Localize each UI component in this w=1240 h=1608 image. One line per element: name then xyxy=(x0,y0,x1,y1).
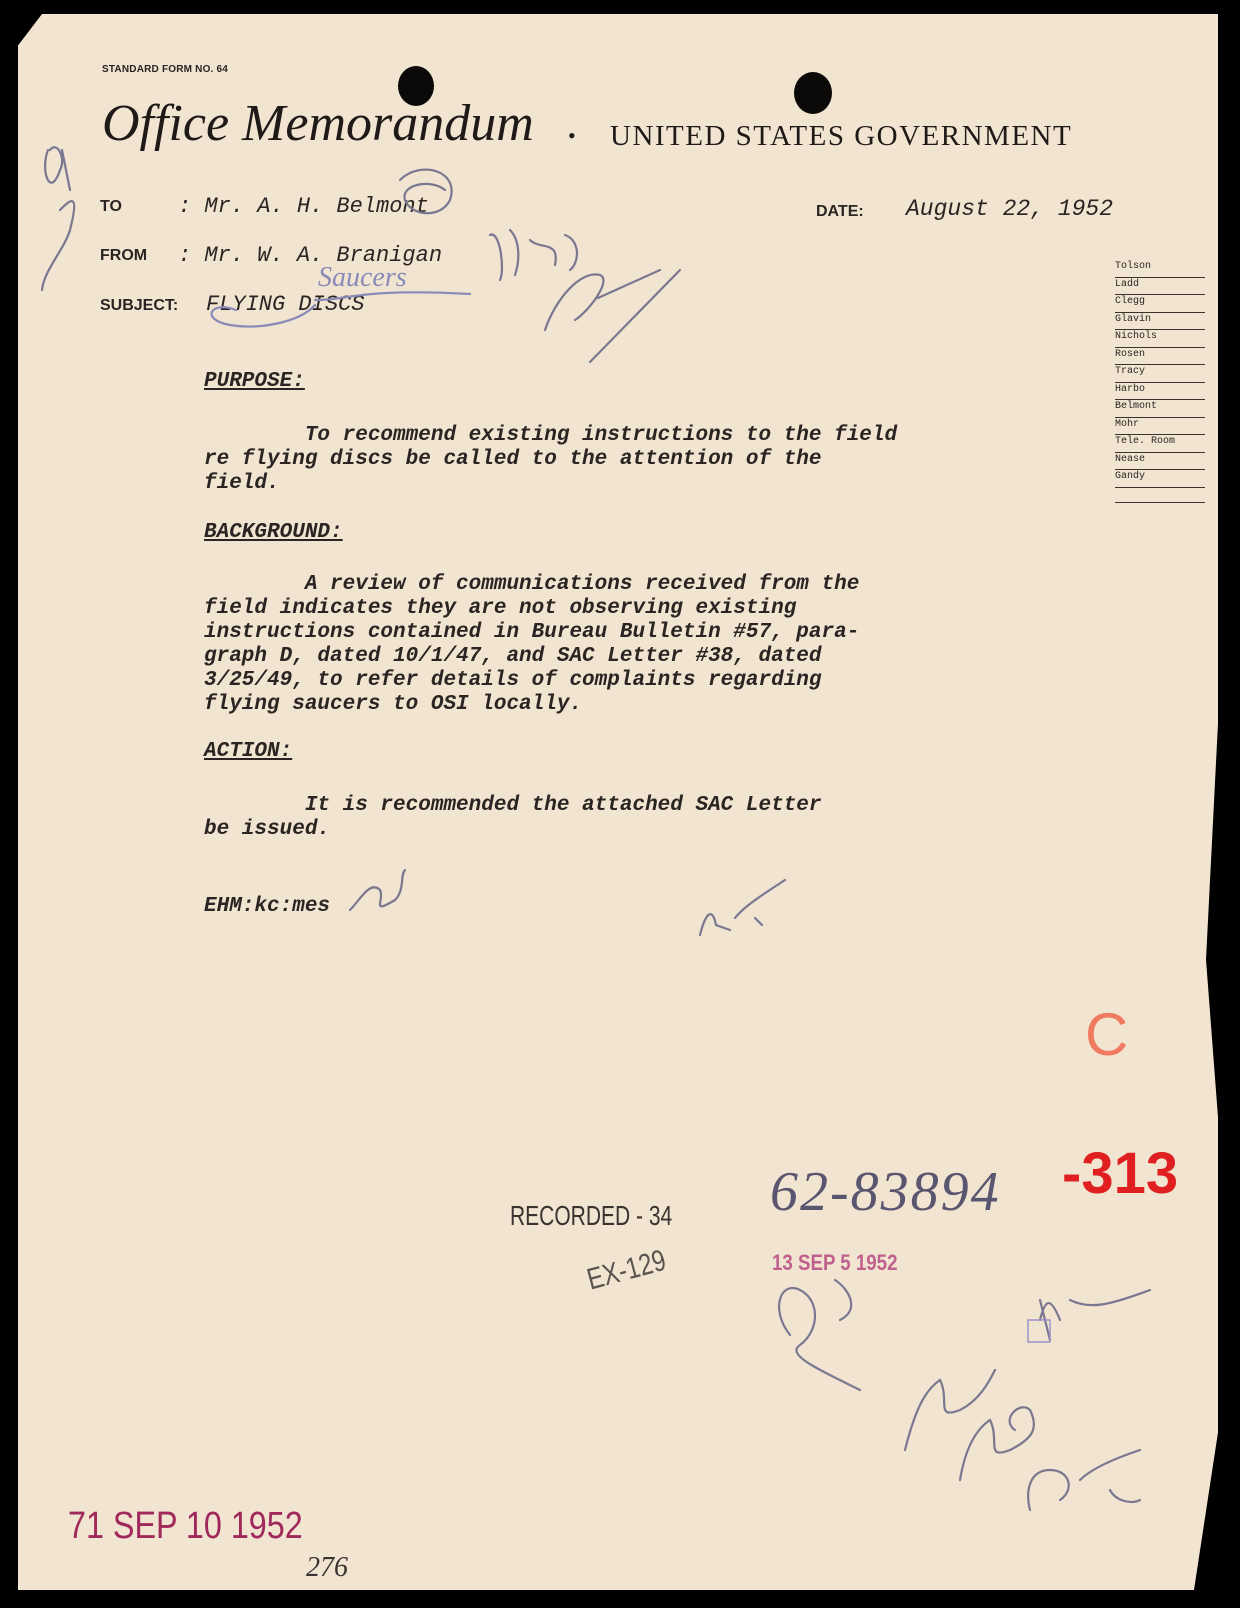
routing-name: Gandy xyxy=(1115,470,1205,488)
routing-name: Belmont xyxy=(1115,400,1205,418)
routing-name: Tolson xyxy=(1115,260,1205,278)
background-heading: BACKGROUND: xyxy=(204,521,343,544)
memo-title: Office Memorandum xyxy=(102,95,534,152)
to-value: : Mr. A. H. Belmont xyxy=(178,194,429,219)
routing-name: Nichols xyxy=(1115,330,1205,348)
routing-name: Nease xyxy=(1115,453,1205,471)
handwritten-saucers: Saucers xyxy=(318,262,407,293)
action-text: It is recommended the attached SAC Letter be issued. xyxy=(204,794,822,841)
file-number: 62-83894 xyxy=(770,1161,1001,1223)
form-number: STANDARD FORM NO. 64 xyxy=(102,64,229,75)
recorded-stamp: RECORDED - 34 xyxy=(510,1200,673,1231)
from-label: FROM xyxy=(100,247,148,264)
title-separator: • xyxy=(568,123,576,148)
handwritten-red-c: C xyxy=(1085,1001,1129,1068)
indexed-date-stamp: 13 SEP 5 1952 xyxy=(772,1250,898,1275)
subject-label: SUBJECT: xyxy=(100,297,179,314)
date-label: DATE: xyxy=(816,203,864,220)
ex-stamp: EX-129 xyxy=(583,1243,670,1297)
background-text: A review of communications received from the field indicates they are not observing existing instructions contained in Bureau Bulletin #57, para- graph D, dated 10/1/47, and SAC Letter #38, dated 3/25/49, to refer details of complaints regarding flying saucers to OSI locally. xyxy=(204,573,860,716)
purpose-text: To recommend existing instructions to the field re flying discs be called to the attention of the field. xyxy=(204,424,898,495)
routing-name: Clegg xyxy=(1115,295,1205,313)
subject-value: FLYING DISCS xyxy=(206,292,365,317)
purpose-heading: PURPOSE: xyxy=(204,370,305,393)
routing-name: Mohr xyxy=(1115,418,1205,436)
routing-name: Tracy xyxy=(1115,365,1205,383)
file-serial-red: -313 xyxy=(1062,1141,1179,1206)
routing-name: Rosen xyxy=(1115,348,1205,366)
government-title: UNITED STATES GOVERNMENT xyxy=(610,120,1073,152)
handwritten-276: 276 xyxy=(306,1552,348,1583)
routing-name: Harbo xyxy=(1115,383,1205,401)
action-heading: ACTION: xyxy=(204,740,293,763)
from-value: : Mr. W. A. Branigan xyxy=(178,243,443,268)
routing-name: Glavin xyxy=(1115,313,1205,331)
received-date-stamp: 71 SEP 10 1952 xyxy=(68,1505,303,1547)
typist-initials: EHM:kc:mes xyxy=(204,895,331,918)
date-value: August 22, 1952 xyxy=(906,196,1114,222)
routing-name: Ladd xyxy=(1115,278,1205,296)
routing-name: Tele. Room xyxy=(1115,435,1205,453)
to-label: TO xyxy=(100,198,122,215)
